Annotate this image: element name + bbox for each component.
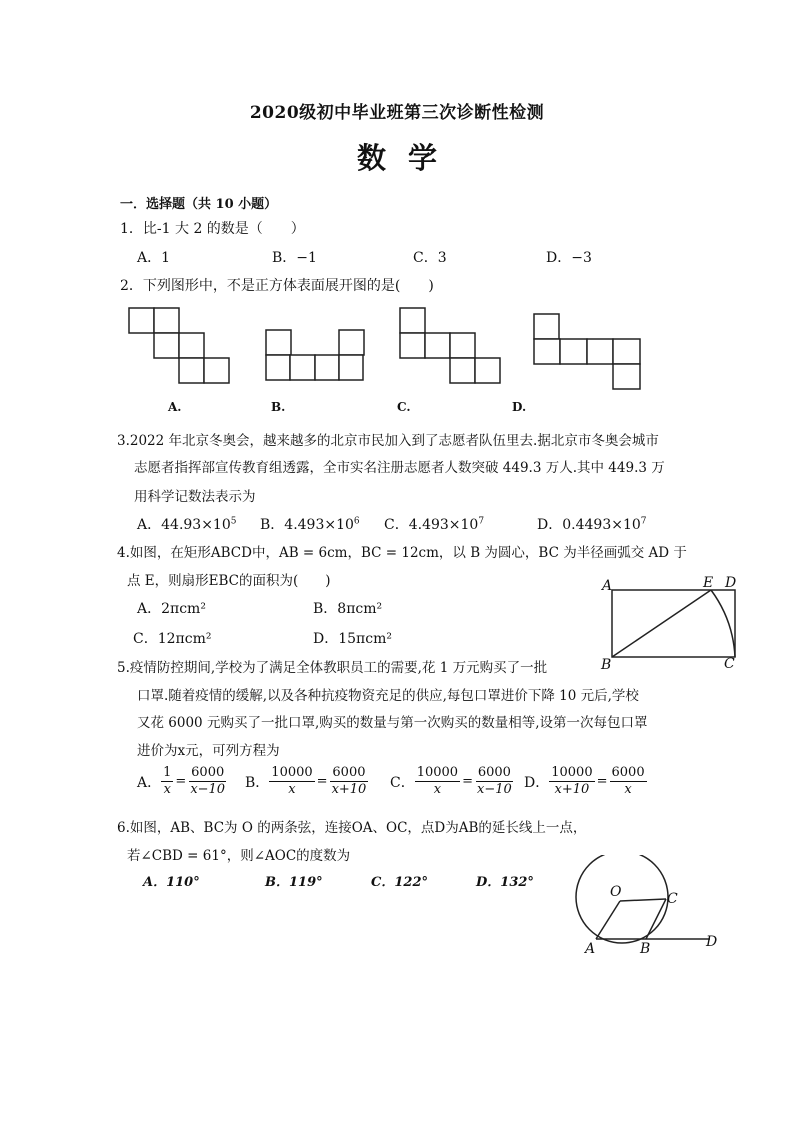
net-d	[534, 314, 640, 389]
q1-option-c: C．3	[413, 250, 447, 266]
q1-option-a: A．1	[137, 250, 171, 266]
q1-stem: 1．比-1 大 2 的数是（ ）	[120, 221, 305, 237]
q6-label-d: D	[706, 934, 718, 950]
section-heading: 一．选择题（共 10 小题）	[120, 197, 278, 212]
q6-label-c: C	[667, 891, 678, 907]
q4-label-e: E	[703, 575, 714, 591]
q6-label-a: A	[585, 941, 596, 957]
q4-option-b: B．8πcm²	[313, 601, 383, 617]
net-c-label: C.	[397, 400, 411, 414]
q3-option-d: D．$0.4493\times 10^7$	[537, 516, 647, 533]
q6-line1: 6.如图，AB、BC为 O 的两条弦，连接OA、OC，点D为AB的延长线上一点，	[117, 820, 587, 836]
q5-option-d: D． $\frac{10000}{x+10}$ = $\frac{6000}{x}$	[524, 765, 645, 798]
q3-option-a: A．$44.93\times 10^5$	[137, 516, 237, 533]
q1-option-d: D．−3	[546, 250, 592, 266]
net-b	[266, 330, 364, 380]
q4-option-d: D．15πcm²	[313, 631, 392, 647]
net-a	[129, 308, 229, 383]
q5-option-a: A． $\frac{1}{x}$ = $\frac{6000}{x-10}$	[137, 765, 226, 798]
q3-line1: 3.2022 年北京冬奥会，越来越多的北京市民加入到了志愿者队伍里去.据北京市冬奥会城市	[117, 433, 659, 449]
q3-option-c: C．$4.493\times 10^7$	[384, 516, 485, 533]
q2-stem: 2．下列图形中，不是正方体表面展开图的是( )	[120, 278, 434, 294]
cube-nets-figure	[120, 300, 660, 425]
q4-option-c: C．12πcm²	[133, 631, 212, 647]
q5-line2: 口罩.随着疫情的缓解,以及各种抗疫物资充足的供应,每包口罩进价下降 10 元后,学校	[137, 688, 639, 704]
q5-line1: 5.疫情防控期间,学校为了满足全体教职员工的需要,花 1 万元购买了一批	[117, 660, 548, 676]
q6-line2: 若∠CBD = 61°，则∠AOC的度数为	[127, 848, 351, 864]
q5-line3: 又花 6000 元购买了一批口罩,购买的数量与第一次购买的数量相等,设第一次每包口罩	[137, 715, 648, 731]
q6-option-d: D．132°	[476, 875, 534, 890]
q5-option-b: B． $\frac{10000}{x}$ = $\frac{6000}{x+10}$	[245, 765, 367, 798]
q3-line2: 志愿者指挥部宣传教育组透露，全市实名注册志愿者人数突破 449.3 万人.其中 449.3 万	[134, 460, 665, 476]
q4-label-d: D	[725, 575, 737, 591]
q4-option-a: A．2πcm²	[137, 601, 206, 617]
q6-option-b: B．119°	[265, 875, 323, 890]
q3-option-b: B．$4.493\times 10^6$	[260, 516, 360, 533]
net-b-label: B.	[271, 400, 286, 414]
q6-option-c: C．122°	[371, 875, 428, 890]
q6-option-a: A．110°	[143, 875, 200, 890]
q4-label-a: A	[602, 578, 613, 594]
net-a-label: A.	[168, 400, 182, 414]
q3-line3: 用科学记数法表示为	[134, 489, 256, 505]
q5-option-c: C． $\frac{10000}{x}$ = $\frac{6000}{x-10}$	[390, 765, 512, 798]
net-c	[400, 308, 500, 383]
q4-label-b: B	[601, 657, 612, 673]
net-d-label: D.	[512, 400, 527, 414]
q4-line2: 点 E，则扇形EBC的面积为( )	[127, 573, 331, 589]
q5-line4: 进价为x元，可列方程为	[137, 743, 280, 759]
q6-label-o: O	[610, 884, 622, 900]
q4-line1: 4.如图，在矩形ABCD中，AB = 6cm，BC = 12cm，以 B 为圆心，BC 为半径画弧交 AD 于	[117, 545, 687, 561]
exam-title: 2020级初中毕业班第三次诊断性检测	[249, 103, 545, 123]
q1-option-b: B．−1	[272, 250, 317, 266]
q6-label-b: B	[640, 941, 651, 957]
subject-title: 数学	[356, 141, 459, 175]
q4-label-c: C	[724, 656, 735, 672]
